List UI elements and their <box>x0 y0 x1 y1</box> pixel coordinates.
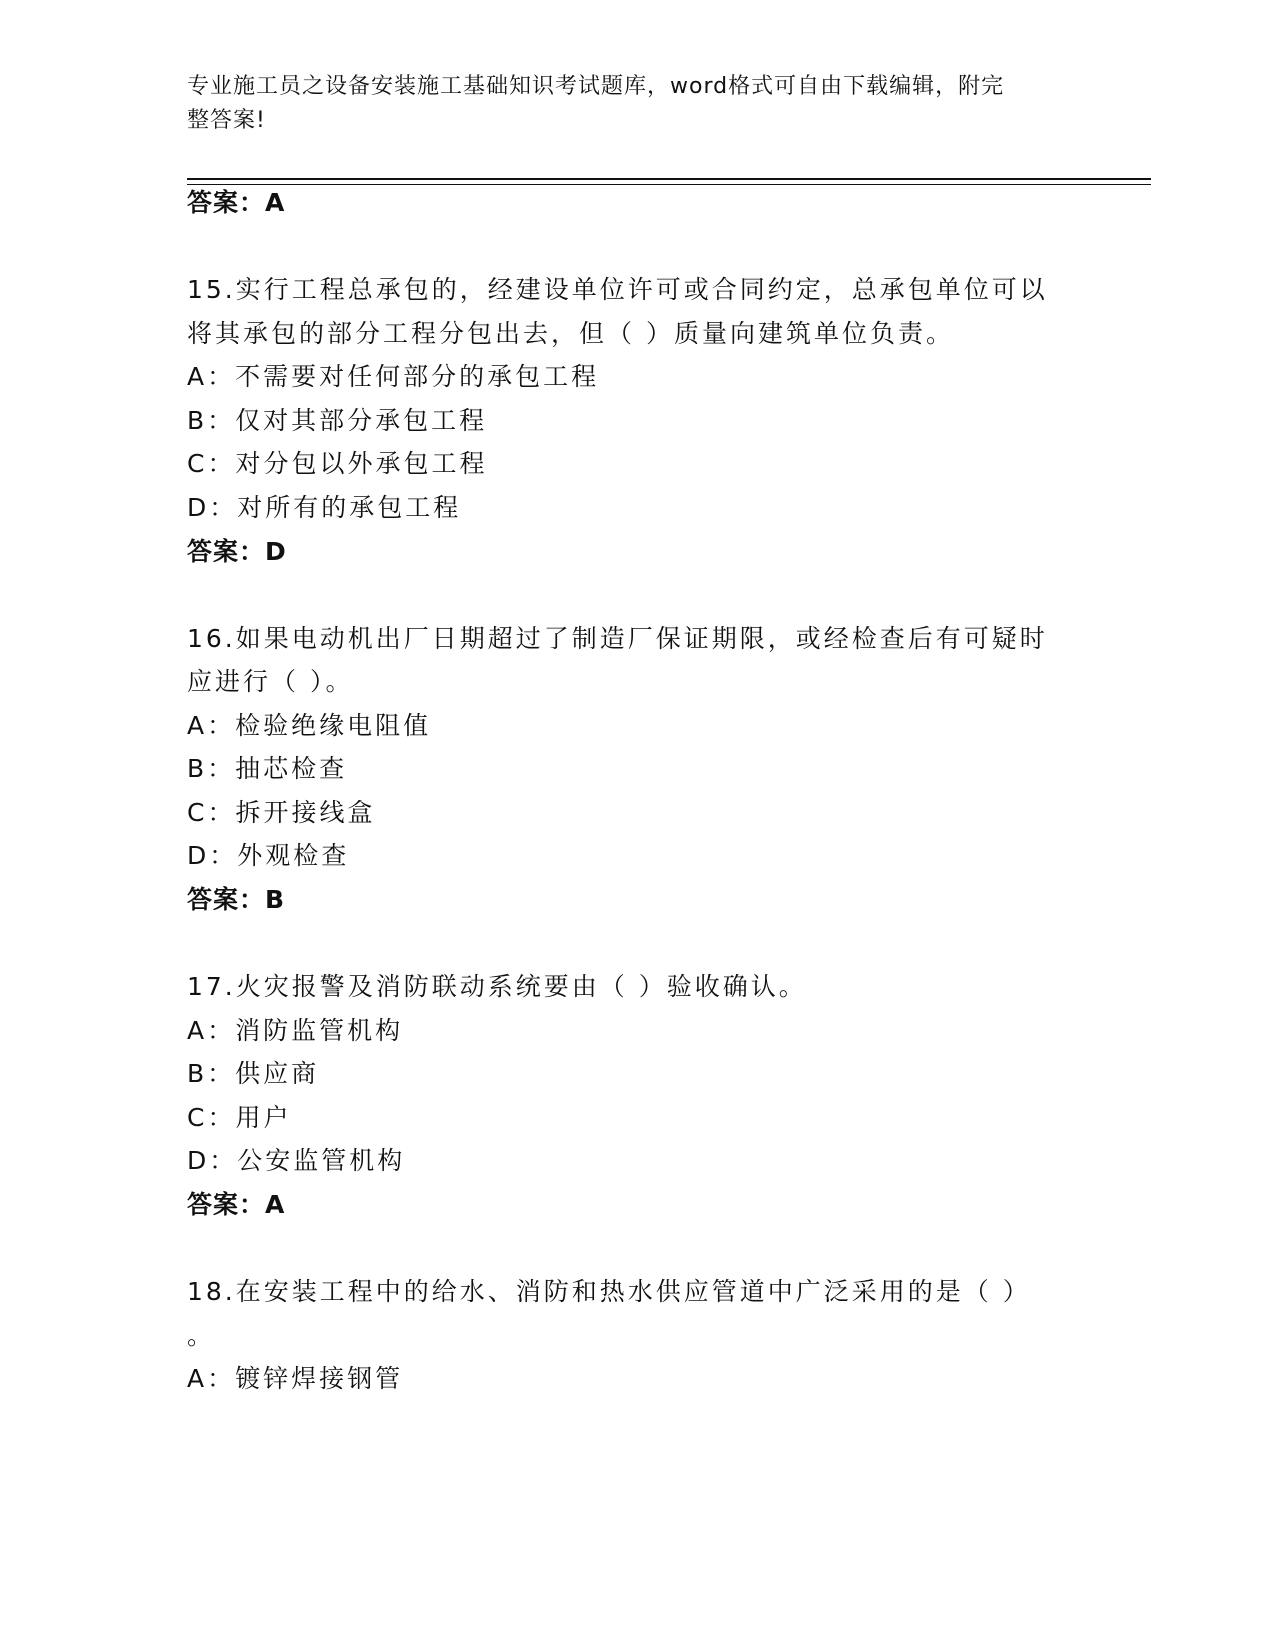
question-17-option-b: B：供应商 <box>187 1059 320 1088</box>
question-15-line-1: 15.实行工程总承包的，经建设单位许可或合同约定，总承包单位可以 <box>187 275 1048 304</box>
question-16-option-b: B：抽芯检查 <box>187 754 348 783</box>
question-17-option-c: C：用户 <box>187 1103 292 1132</box>
header-line-2: 整答案! <box>187 108 266 133</box>
question-15-answer: 答案：D <box>187 537 287 566</box>
question-16-option-d: D：外观检查 <box>187 841 350 870</box>
question-17-line-1: 17.火灾报警及消防联动系统要由（ ）验收确认。 <box>187 972 807 1001</box>
header-divider-thick <box>187 178 1151 180</box>
question-16-option-c: C：拆开接线盒 <box>187 798 376 827</box>
header-divider-thin <box>187 184 1151 185</box>
question-17-option-d: D：公安监管机构 <box>187 1146 406 1175</box>
answer-previous: 答案：A <box>187 188 286 217</box>
question-16-answer: 答案：B <box>187 885 286 914</box>
question-17-option-a: A：消防监管机构 <box>187 1016 404 1045</box>
question-18-line-2: 。 <box>187 1321 216 1350</box>
question-16-line-2: 应进行（ ）。 <box>187 667 354 696</box>
question-15-option-b: B：仅对其部分承包工程 <box>187 406 488 435</box>
document-header <box>187 70 1067 138</box>
question-16-option-a: A：检验绝缘电阻值 <box>187 711 432 740</box>
question-15-line-2: 将其承包的部分工程分包出去，但（ ）质量向建筑单位负责。 <box>187 319 954 348</box>
question-18-line-1: 18.在安装工程中的给水、消防和热水供应管道中广泛采用的是（ ） <box>187 1277 1031 1306</box>
header-line-1: 专业施工员之设备安装施工基础知识考试题库，word格式可自由下载编辑，附完 <box>187 74 1005 99</box>
question-15-option-d: D：对所有的承包工程 <box>187 493 462 522</box>
question-17-answer: 答案：A <box>187 1190 286 1219</box>
question-15-option-a: A：不需要对任何部分的承包工程 <box>187 362 600 391</box>
question-18-option-a: A：镀锌焊接钢管 <box>187 1364 404 1393</box>
question-15-option-c: C：对分包以外承包工程 <box>187 449 488 478</box>
question-16-line-1: 16.如果电动机出厂日期超过了制造厂保证期限，或经检查后有可疑时 <box>187 624 1048 653</box>
